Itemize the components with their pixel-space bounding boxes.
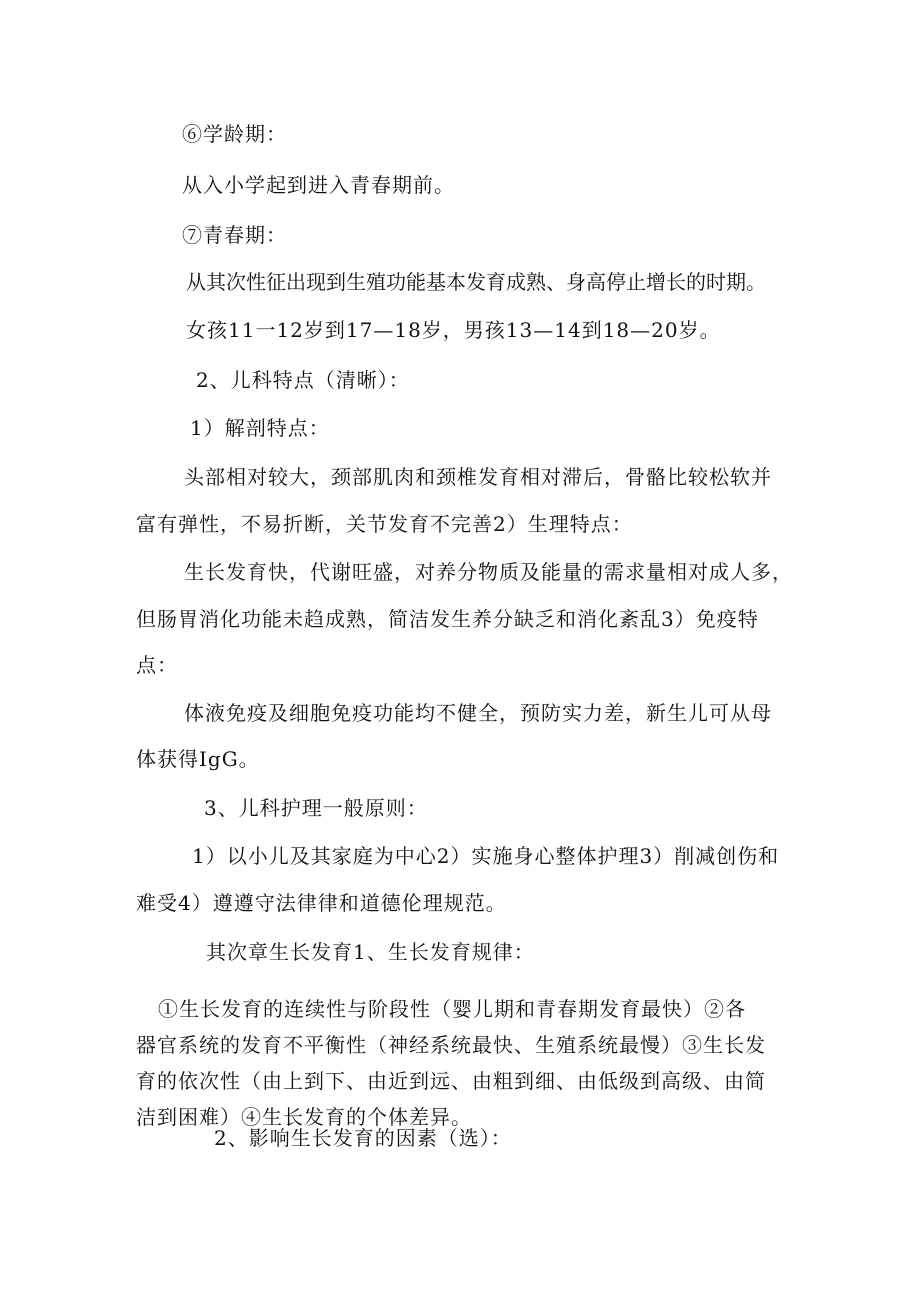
paragraph-growth-rules-line-4: 洁到困难）④生长发育的个体差异。 xyxy=(136,1105,472,1129)
paragraph-anatomy-line-2: 富有弹性，不易折断，关节发育不完善2）生理特点： xyxy=(136,512,633,536)
paragraph-growth-rules-line-2: 器官系统的发育不平衡性（神经系统最快、生殖系统最慢）③生长发 xyxy=(136,1033,766,1057)
paragraph-immunity-line-1: 体液免疫及细胞免疫功能均不健全，预防实力差，新生儿可从母 xyxy=(184,701,772,725)
heading-pediatric-features: 2、儿科特点（清晰）： xyxy=(196,368,410,392)
heading-growth-factors: 2、影响生长发育的因素（选）： xyxy=(214,1126,512,1150)
heading-school-age: ⑥学龄期： xyxy=(182,122,287,146)
heading-puberty: ⑦青春期： xyxy=(182,223,287,247)
paragraph-growth-rules-line-3: 育的依次性（由上到下、由近到远、由粗到细、由低级到高级、由简 xyxy=(136,1069,766,1093)
paragraph-anatomy-line-1: 头部相对较大，颈部肌肉和颈椎发育相对滞后，骨骼比较松软并 xyxy=(184,465,772,489)
heading-chapter-two: 其次章生长发育1、生长发育规律： xyxy=(206,940,535,964)
paragraph-puberty-ages: 女孩11一12岁到17—18岁，男孩13—14到18—20岁。 xyxy=(186,318,721,342)
paragraph-puberty-definition: 从其次性征出现到生殖功能基本发育成熟、身高停止增长的时期。 xyxy=(186,270,766,294)
paragraph-immunity-line-2: 体获得IgG。 xyxy=(136,747,260,771)
paragraph-principles-line-2: 难受4）遵遵守法律律和道德伦理规范。 xyxy=(136,891,507,915)
paragraph-physiology-line-2: 但肠胃消化功能未趋成熟，简洁发生养分缺乏和消化紊乱3）免疫特 xyxy=(136,607,759,631)
paragraph-physiology-line-1: 生长发育快，代谢旺盛，对养分物质及能量的需求量相对成人多， xyxy=(184,560,793,584)
heading-nursing-principles: 3、儿科护理一般原则： xyxy=(204,796,428,820)
paragraph-principles-line-1: 1）以小儿及其家庭为中心2）实施身心整体护理3）削减创伤和 xyxy=(192,844,780,868)
paragraph-school-age: 从入小学起到进入青春期前。 xyxy=(182,173,455,197)
paragraph-growth-rules-line-1: ①生长发育的连续性与阶段性（婴儿期和青春期发育最快）②各 xyxy=(158,997,746,1021)
heading-anatomy: 1）解剖特点： xyxy=(190,416,330,440)
paragraph-physiology-line-3: 点： xyxy=(136,653,178,677)
